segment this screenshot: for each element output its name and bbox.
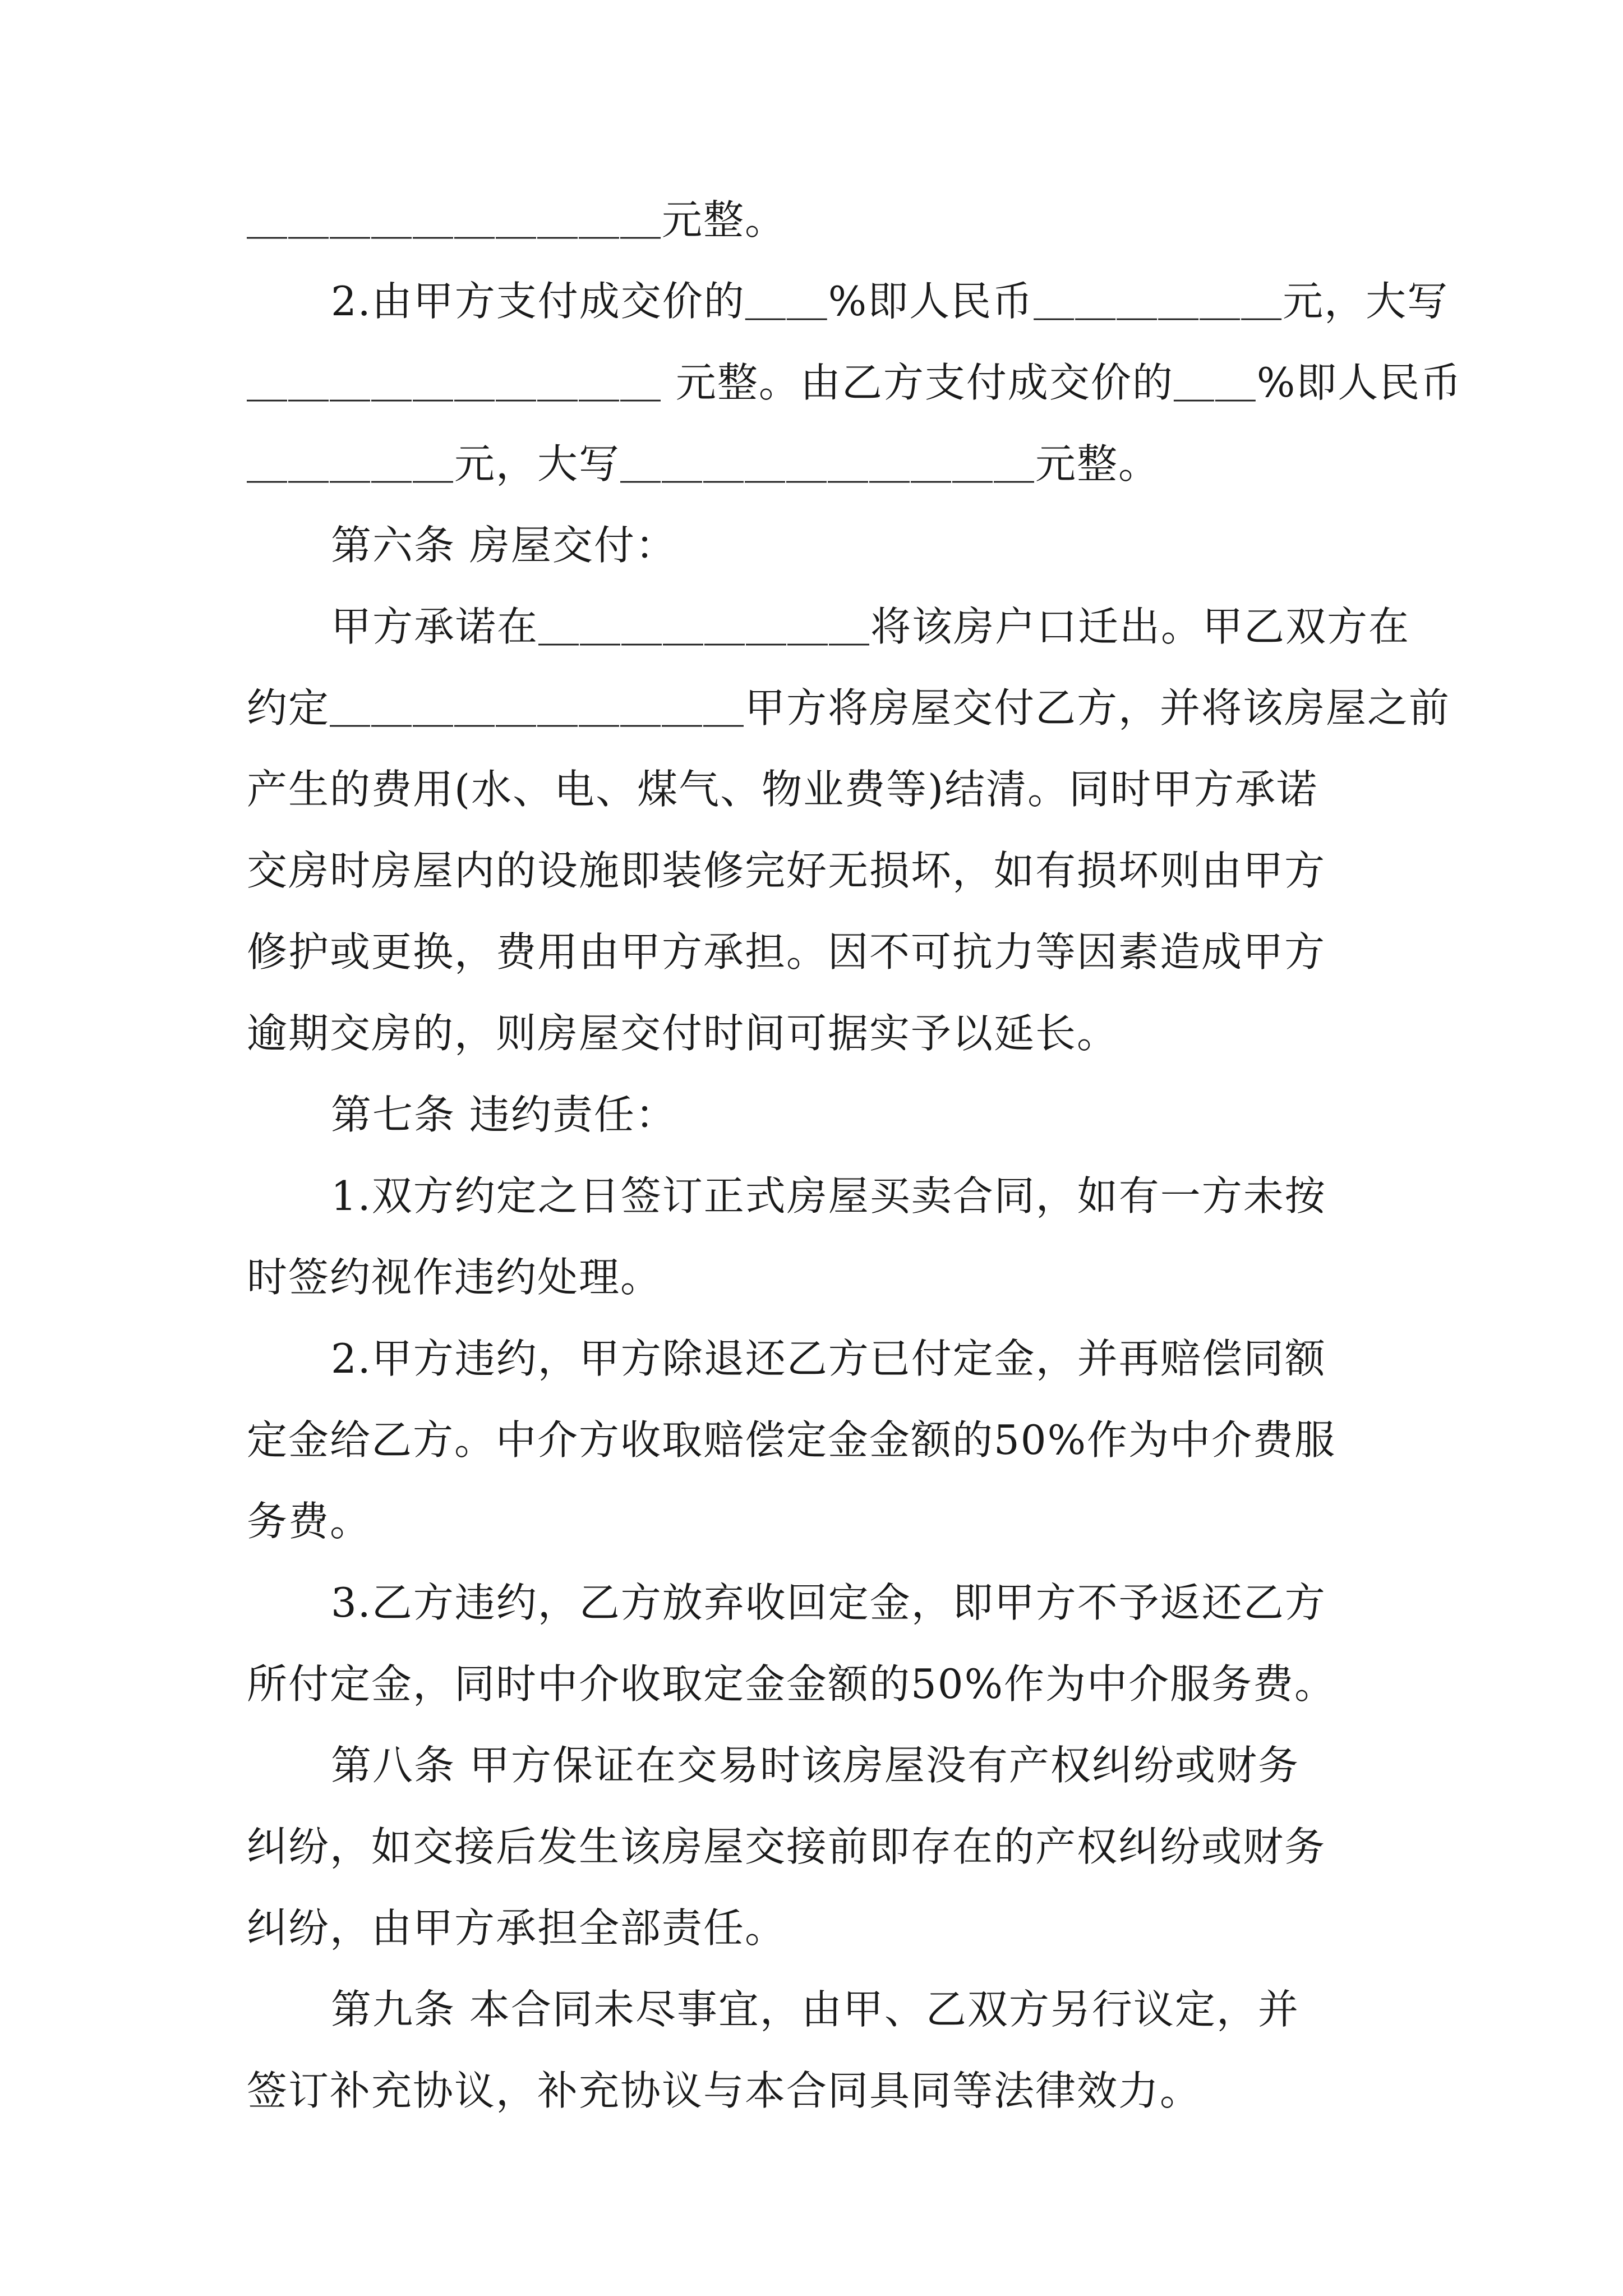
text-line: 务费。	[247, 1498, 372, 1545]
section-heading: 第六条 房屋交付：	[331, 522, 677, 569]
text-line: 逾期交房的，则房屋交付时间可据实予以延长。	[247, 1010, 1119, 1057]
text-line: 2.由甲方支付成交价的＿＿%即人民币＿＿＿＿＿＿元，大写	[331, 278, 1449, 325]
text-line: 所付定金，同时中介收取定金金额的50%作为中介服务费。	[247, 1660, 1336, 1708]
text-line: 约定＿＿＿＿＿＿＿＿＿＿甲方将房屋交付乙方，并将该房屋之前	[247, 684, 1451, 731]
text-line: 纠纷，由甲方承担全部责任。	[247, 1904, 787, 1952]
section-heading: 第七条 违约责任：	[331, 1091, 677, 1138]
text-line: ＿＿＿＿＿＿＿＿＿＿元整。	[247, 196, 787, 243]
section-heading: 第八条 甲方保证在交易时该房屋没有产权纠纷或财务	[331, 1742, 1299, 1789]
text-line: 2.甲方违约，甲方除退还乙方已付定金，并再赔偿同额	[331, 1335, 1326, 1382]
text-line: 修护或更换，费用由甲方承担。因不可抗力等因素造成甲方	[247, 928, 1326, 976]
text-line: 甲方承诺在＿＿＿＿＿＿＿＿将该房户口迁出。甲乙双方在	[331, 603, 1410, 650]
text-line: 交房时房屋内的设施即装修完好无损坏，如有损坏则由甲方	[247, 847, 1326, 894]
contract-body	[247, 180, 1463, 2132]
text-line: 产生的费用(水、电、煤气、物业费等)结清。同时甲方承诺	[247, 766, 1318, 813]
section-heading: 第九条 本合同未尽事宜，由甲、乙双方另行议定，并	[331, 1986, 1299, 2033]
text-line: ＿＿＿＿＿＿＿＿＿＿ 元整。由乙方支付成交价的＿＿%即人民币	[247, 359, 1463, 406]
text-line: ＿＿＿＿＿元，大写＿＿＿＿＿＿＿＿＿＿元整。	[247, 440, 1160, 487]
text-line: 签订补充协议，补充协议与本合同具同等法律效力。	[247, 2067, 1202, 2114]
text-line: 3.乙方违约，乙方放弃收回定金，即甲方不予返还乙方	[331, 1579, 1326, 1626]
text-line: 定金给乙方。中介方收取赔偿定金金额的50%作为中介费服	[247, 1416, 1336, 1464]
text-line: 纠纷，如交接后发生该房屋交接前即存在的产权纠纷或财务	[247, 1823, 1326, 1870]
text-line: 1.双方约定之日签订正式房屋买卖合同，如有一方未按	[331, 1172, 1326, 1220]
text-line: 时签约视作违约处理。	[247, 1254, 662, 1301]
